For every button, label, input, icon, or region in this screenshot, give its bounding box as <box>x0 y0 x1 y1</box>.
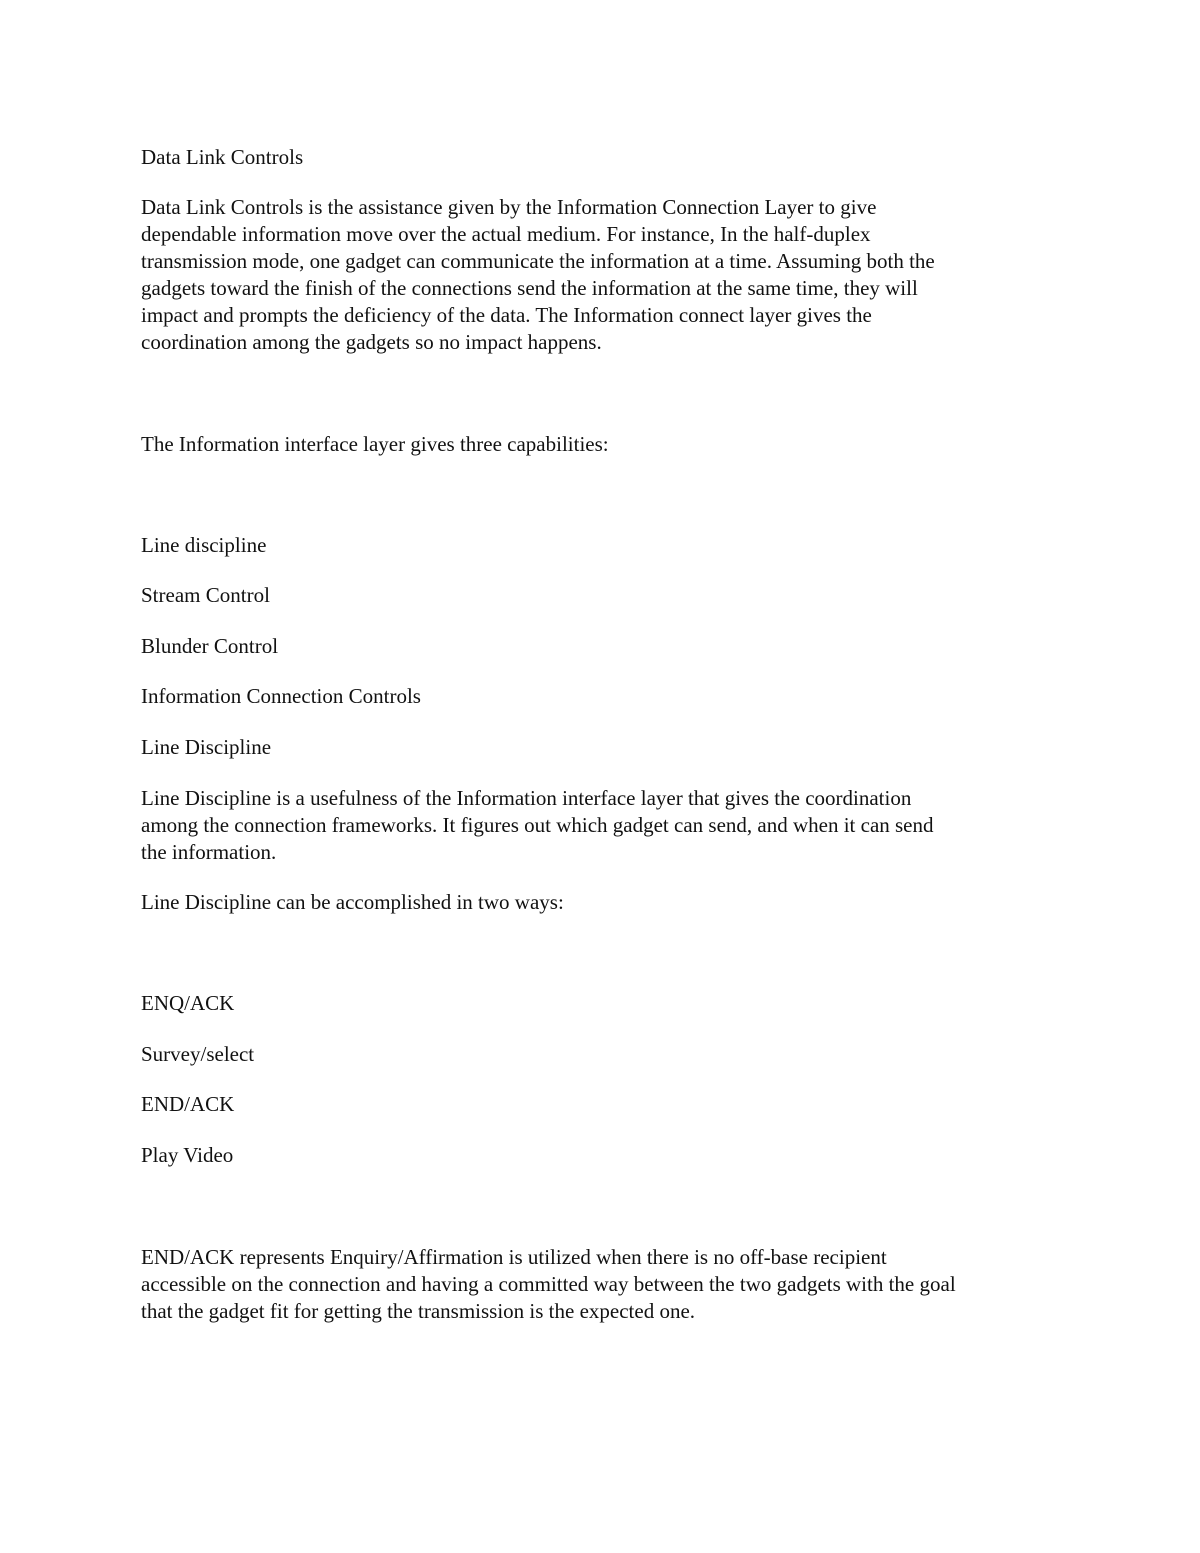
intro-paragraph-line: coordination among the gadgets so no impact happens. <box>141 330 602 354</box>
way-item: ENQ/ACK <box>141 991 235 1015</box>
closing-paragraph-line: END/ACK represents Enquiry/Affirmation is utilized when there is no off-base recipient <box>141 1245 887 1269</box>
intro-paragraph-line: dependable information move over the actual medium. For instance, In the half-duplex <box>141 222 871 246</box>
closing-paragraph-line: that the gadget fit for getting the transmission is the expected one. <box>141 1299 696 1323</box>
way-item: END/ACK <box>141 1092 235 1116</box>
section-heading: Line Discipline <box>141 735 272 759</box>
way-item: Survey/select <box>141 1042 255 1066</box>
intro-paragraph-line: gadgets toward the finish of the connections send the information at the same time, they will <box>141 276 918 300</box>
section-paragraph-line: Line Discipline is a usefulness of the Information interface layer that gives the coordination <box>141 786 912 810</box>
capability-item: Stream Control <box>141 583 270 607</box>
section-paragraph-line: the information. <box>141 840 277 864</box>
closing-paragraph-line: accessible on the connection and having a committed way between the two gadgets with the goal <box>141 1272 956 1296</box>
intro-paragraph-line: transmission mode, one gadget can communicate the information at a time. Assuming both the <box>141 249 935 273</box>
intro-paragraph-line: Data Link Controls is the assistance given by the Information Connection Layer to give <box>141 195 877 219</box>
capability-item: Line discipline <box>141 533 267 557</box>
capability-item: Information Connection Controls <box>141 684 421 708</box>
document-title: Data Link Controls <box>141 145 304 169</box>
section-paragraph-line: among the connection frameworks. It figures out which gadget can send, and when it can send <box>141 813 934 837</box>
way-item: Play Video <box>141 1143 234 1167</box>
ways-intro: Line Discipline can be accomplished in two ways: <box>141 890 564 914</box>
intro-paragraph-line: impact and prompts the deficiency of the data. The Information connect layer gives the <box>141 303 872 327</box>
capability-item: Blunder Control <box>141 634 279 658</box>
capabilities-intro: The Information interface layer gives three capabilities: <box>141 432 609 456</box>
